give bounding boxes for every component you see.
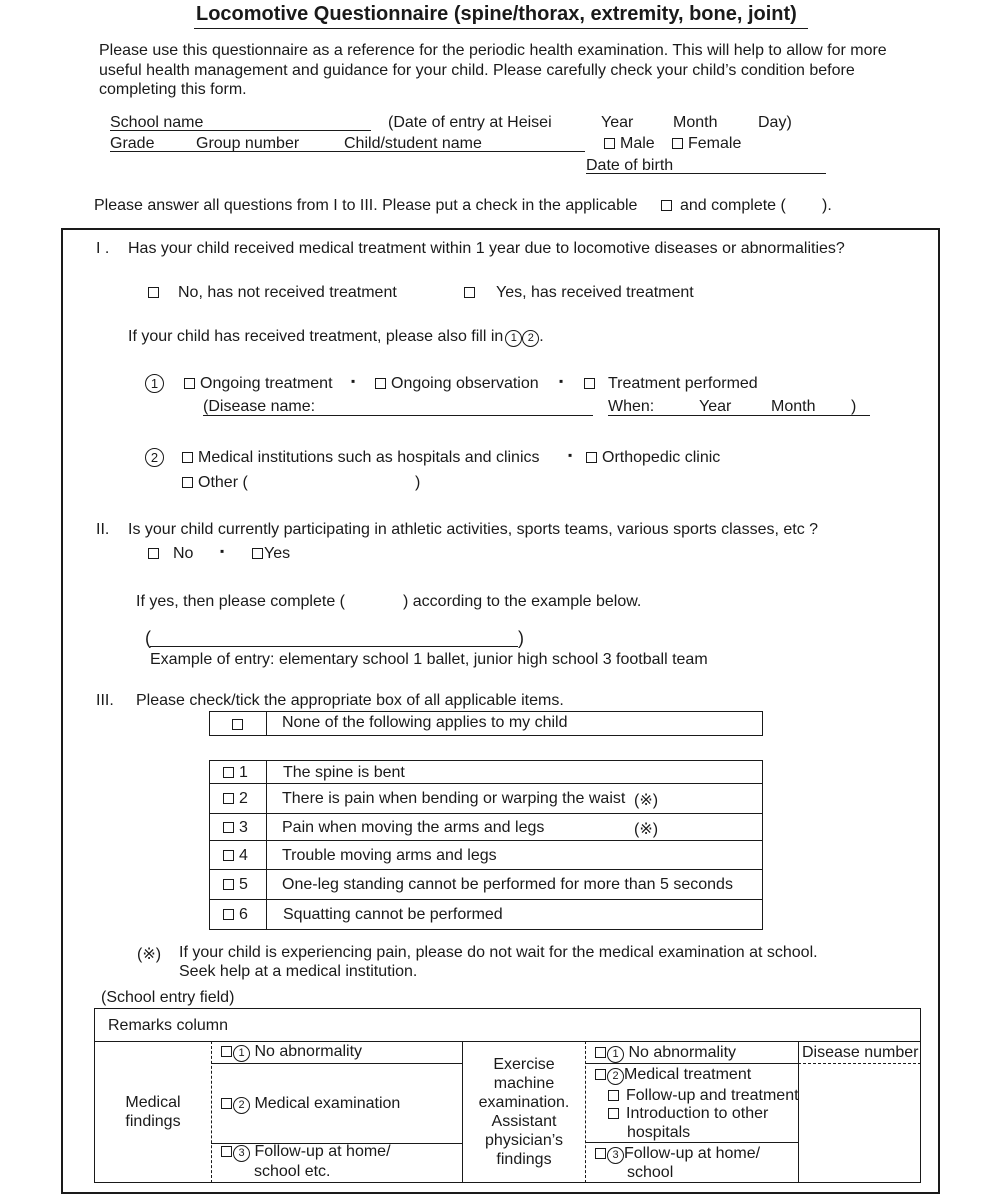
page-title: Locomotive Questionnaire (spine/thorax, extremity, bone, joint) <box>196 3 797 25</box>
medical-findings-label: Medical findings <box>125 1094 181 1130</box>
disease-number-field[interactable] <box>800 1065 920 1181</box>
q1-no-option[interactable] <box>148 284 397 302</box>
orthopedic-checkbox[interactable] <box>586 452 597 463</box>
q2-no-checkbox[interactable] <box>148 548 159 559</box>
item-1-number: 1 <box>239 764 248 781</box>
e3-label: Follow-up at home/ <box>624 1145 761 1162</box>
item-3-checkbox-cell[interactable] <box>223 819 248 837</box>
orthopedic-label: Orthopedic clinic <box>602 449 721 466</box>
item-1-checkbox-cell[interactable] <box>223 764 248 782</box>
m2-checkbox[interactable] <box>221 1098 232 1109</box>
item-3-number: 3 <box>239 819 248 836</box>
q1-yes-checkbox[interactable] <box>464 287 475 298</box>
q2-yes-checkbox[interactable] <box>252 548 263 559</box>
item-5-checkbox[interactable] <box>223 879 234 890</box>
circled-2-icon: 2 <box>145 448 164 467</box>
date-of-entry-label: (Date of entry at Heisei <box>388 114 552 131</box>
e1-label: No abnormality <box>628 1044 737 1061</box>
m1-label: No abnormality <box>254 1043 363 1060</box>
other-checkbox[interactable] <box>182 477 193 488</box>
school-name-field[interactable] <box>110 130 371 131</box>
item-6-checkbox-cell[interactable] <box>223 906 248 924</box>
divider <box>209 840 763 841</box>
item-1-checkbox[interactable] <box>223 767 234 778</box>
treatment-performed-option[interactable] <box>584 375 758 393</box>
divider <box>266 760 267 930</box>
item-2-checkbox[interactable] <box>223 793 234 804</box>
male-checkbox[interactable] <box>604 138 615 149</box>
e2b-option[interactable] <box>608 1105 768 1123</box>
sports-paren-close: ) <box>518 628 524 648</box>
instruction-text-3: ). <box>822 197 832 214</box>
disease-name-label: (Disease name: <box>203 398 316 415</box>
ongoing-treatment-checkbox[interactable] <box>184 378 195 389</box>
circled-1-icon: 1 <box>505 330 522 347</box>
instruction-example-checkbox <box>661 197 677 215</box>
dob-label: Date of birth <box>586 157 674 174</box>
q2-no-option[interactable] <box>148 545 193 563</box>
when-year-label: Year <box>699 398 732 415</box>
m1-checkbox[interactable] <box>221 1046 232 1057</box>
item-5-checkbox-cell[interactable] <box>223 876 248 894</box>
year-label: Year <box>601 114 634 131</box>
divider <box>209 783 763 784</box>
m2-option[interactable] <box>221 1095 400 1114</box>
none-applies-checkbox[interactable] <box>232 719 243 730</box>
e2a-checkbox[interactable] <box>608 1090 619 1101</box>
e2b-label: Introduction to other <box>626 1105 769 1122</box>
male-label: Male <box>620 135 655 152</box>
ongoing-treatment-option[interactable] <box>184 375 333 393</box>
divider <box>209 813 763 814</box>
divider <box>798 1063 921 1064</box>
divider <box>211 1063 462 1064</box>
instruction-text: Please answer all questions from I to III. Please put a check in the applicable <box>94 197 638 214</box>
item-3-text: Pain when moving the arms and legs <box>282 819 545 836</box>
q2-number: II. <box>96 521 110 538</box>
circled-2-icon: 2 <box>522 330 539 347</box>
q1-yes-option[interactable] <box>464 284 694 302</box>
item-6-text: Squatting cannot be performed <box>283 906 503 923</box>
e3-checkbox[interactable] <box>595 1148 606 1159</box>
item-4-checkbox[interactable] <box>223 850 234 861</box>
dob-field[interactable] <box>586 173 826 174</box>
q1-no-label: No, has not received treatment <box>178 284 397 301</box>
m3-label: Follow-up at home/ <box>254 1143 391 1160</box>
divider <box>462 1041 463 1183</box>
divider <box>94 1041 921 1042</box>
none-applies-checkbox-cell[interactable] <box>232 716 248 734</box>
sports-paren-open: ( <box>145 628 151 648</box>
when-close: ) <box>851 398 857 415</box>
e3-label-2: school <box>627 1164 674 1181</box>
divider <box>209 899 763 900</box>
sports-field[interactable] <box>150 646 518 647</box>
orthopedic-option[interactable] <box>586 449 720 467</box>
pain-note-mark: (※) <box>137 946 162 963</box>
item-2-text: There is pain when bending or warping the waist <box>282 790 626 807</box>
ongoing-observation-option[interactable] <box>375 375 539 393</box>
female-checkbox[interactable] <box>672 138 683 149</box>
grade-label: Grade <box>110 135 155 152</box>
q1-yes-label: Yes, has received treatment <box>496 284 694 301</box>
item-1-text: The spine is bent <box>283 764 405 781</box>
m3-option[interactable] <box>221 1143 391 1162</box>
m3-label-2: school etc. <box>254 1163 331 1180</box>
divider <box>209 869 763 870</box>
instruction-text-2: and complete ( <box>680 197 786 214</box>
item-6-number: 6 <box>239 906 248 923</box>
item-5-text: One-leg standing cannot be performed for more than 5 seconds <box>282 876 733 893</box>
medical-institutions-checkbox[interactable] <box>182 452 193 463</box>
circled-2-icon: 2 <box>607 1068 624 1085</box>
circled-1-icon: 1 <box>233 1045 250 1062</box>
other-close: ) <box>415 474 421 491</box>
none-applies-label: None of the following applies to my child <box>282 714 568 731</box>
q1-follow-text: If your child has received treatment, please also fill in 1 2 . <box>128 328 544 345</box>
e2a-label: Follow-up and treatment <box>626 1087 799 1104</box>
ongoing-treatment-label: Ongoing treatment <box>200 375 333 392</box>
m3-checkbox[interactable] <box>221 1146 232 1157</box>
e3-option[interactable] <box>595 1145 760 1164</box>
other-option[interactable] <box>182 474 248 492</box>
school-name-label: School name <box>110 114 204 131</box>
intro-line-1: Please use this questionnaire as a reference for the periodic health examination. This will help to allow for more <box>99 42 887 59</box>
pain-note-line-1: If your child is experiencing pain, please do not wait for the medical examination at school. <box>179 944 818 961</box>
e1-checkbox[interactable] <box>595 1047 606 1058</box>
when-label: When: <box>608 398 655 415</box>
q3-number: III. <box>96 692 114 709</box>
symptoms-table <box>209 760 763 930</box>
m2-label: Medical examination <box>254 1095 401 1112</box>
school-entry-label: (School entry field) <box>101 989 235 1006</box>
item-2-mark: (※) <box>634 792 659 809</box>
pain-note-line-2: Seek help at a medical institution. <box>179 963 418 980</box>
month-label: Month <box>673 114 718 131</box>
ongoing-observation-checkbox[interactable] <box>375 378 386 389</box>
separator-dot: ▪ <box>568 448 573 462</box>
q2-yes-label: Yes <box>264 545 291 562</box>
child-info-field[interactable] <box>110 151 585 152</box>
item-6-checkbox[interactable] <box>223 909 234 920</box>
q1-number: I . <box>96 240 110 257</box>
separator-dot: ▪ <box>351 374 356 388</box>
male-option[interactable] <box>604 135 655 153</box>
female-option[interactable] <box>672 135 741 153</box>
child-name-label: Child/student name <box>344 135 482 152</box>
intro-line-3: completing this form. <box>99 81 247 98</box>
q2-ifyes-text: If yes, then please complete ( <box>136 593 345 610</box>
example-text: Example of entry: elementary school 1 ballet, junior high school 3 football team <box>150 651 708 668</box>
female-label: Female <box>688 135 742 152</box>
e2c-label: hospitals <box>627 1124 691 1141</box>
e2-checkbox[interactable] <box>595 1069 606 1080</box>
circled-1-icon: 1 <box>145 374 164 393</box>
sub1-marker <box>145 374 164 393</box>
divider <box>585 1063 798 1064</box>
day-label: Day) <box>758 114 792 131</box>
divider <box>266 711 267 736</box>
item-4-text: Trouble moving arms and legs <box>282 847 497 864</box>
other-label: Other ( <box>198 474 248 491</box>
remarks-label: Remarks column <box>108 1017 229 1034</box>
medical-institutions-label: Medical institutions such as hospitals and clinics <box>198 449 540 466</box>
separator-dot: ▪ <box>220 544 225 558</box>
item-3-checkbox[interactable] <box>223 822 234 833</box>
disease-name-field[interactable] <box>203 415 593 416</box>
medical-institutions-option[interactable] <box>182 449 540 467</box>
circled-3-icon: 3 <box>607 1147 624 1164</box>
treatment-performed-checkbox[interactable] <box>584 378 595 389</box>
circled-1-icon: 1 <box>607 1046 624 1063</box>
exercise-findings-label: Exercise machine examination. Assistant physician’s findings <box>478 1056 570 1168</box>
q1-text: Has your child received medical treatment within 1 year due to locomotive diseases or abnormalities? <box>128 240 845 257</box>
circled-2-icon: 2 <box>233 1097 250 1114</box>
q2-yes-option[interactable] <box>252 545 290 563</box>
e2-label: Medical treatment <box>624 1066 752 1083</box>
disease-number-label: Disease number <box>802 1044 919 1061</box>
e2-option[interactable] <box>595 1066 751 1085</box>
divider <box>585 1142 798 1143</box>
item-5-number: 5 <box>239 876 248 893</box>
q2-text: Is your child currently participating in athletic activities, sports teams, various sports classes, etc ? <box>128 521 819 538</box>
item-2-number: 2 <box>239 790 248 807</box>
ongoing-observation-label: Ongoing observation <box>391 375 539 392</box>
group-number-label: Group number <box>196 135 300 152</box>
when-field[interactable] <box>608 415 870 416</box>
title-underline <box>194 28 808 29</box>
e2b-checkbox[interactable] <box>608 1108 619 1119</box>
q2-ifyes-text-2: ) according to the example below. <box>403 593 642 610</box>
e2a-option[interactable] <box>608 1087 799 1105</box>
q2-no-label: No <box>173 545 194 562</box>
item-4-checkbox-cell[interactable] <box>223 847 248 865</box>
separator-dot: ▪ <box>559 374 564 388</box>
item-4-number: 4 <box>239 847 248 864</box>
q1-no-checkbox[interactable] <box>148 287 159 298</box>
item-3-mark: (※) <box>634 821 659 838</box>
sub2-marker <box>145 448 164 467</box>
when-month-label: Month <box>771 398 816 415</box>
m1-option[interactable] <box>221 1043 362 1062</box>
circled-3-icon: 3 <box>233 1145 250 1162</box>
item-2-checkbox-cell[interactable] <box>223 790 248 808</box>
intro-line-2: useful health management and guidance for your child. Please carefully check your child’s condition before <box>99 62 855 79</box>
q3-text: Please check/tick the appropriate box of all applicable items. <box>136 692 564 709</box>
treatment-performed-label: Treatment performed <box>608 375 758 392</box>
e1-option[interactable] <box>595 1044 736 1063</box>
